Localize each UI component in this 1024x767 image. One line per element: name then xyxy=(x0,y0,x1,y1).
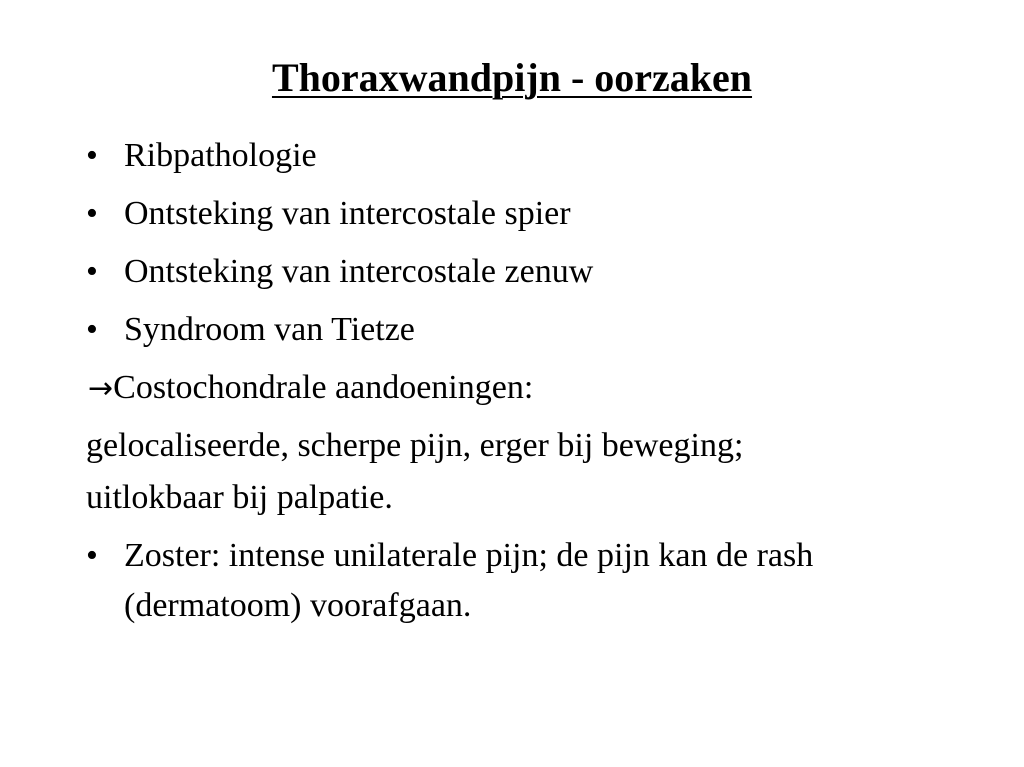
slide-title xyxy=(0,54,1024,102)
bullet-text: Syndroom van Tietze xyxy=(124,311,415,348)
slide-title-text: Thoraxwandpijn - oorzaken xyxy=(271,55,753,100)
bullet-icon: • xyxy=(86,311,98,348)
bullet-icon: • xyxy=(86,537,98,574)
arrow-line-costochondrale xyxy=(88,368,533,409)
bullet-text: Ontsteking van intercostale zenuw xyxy=(124,253,594,290)
bullet-icon: • xyxy=(86,195,98,232)
plain-line-2: uitlokbaar bij palpatie. xyxy=(86,479,393,516)
bullet-icon: • xyxy=(86,137,98,174)
arrow-right-icon: → xyxy=(88,371,114,406)
bullet-text: Ribpathologie xyxy=(124,137,317,174)
bullet-icon: • xyxy=(86,253,98,290)
plain-line-1: gelocaliseerde, scherpe pijn, erger bij beweging; xyxy=(86,427,744,464)
bullet-item-zoster-continuation: (dermatoom) voorafgaan. xyxy=(124,587,472,624)
bullet-text-line-1: Zoster: intense unilaterale pijn; de pijn kan de rash xyxy=(124,537,814,574)
bullet-text: Ontsteking van intercostale spier xyxy=(124,195,571,232)
arrow-line-text: Costochondrale aandoeningen: xyxy=(113,369,534,406)
